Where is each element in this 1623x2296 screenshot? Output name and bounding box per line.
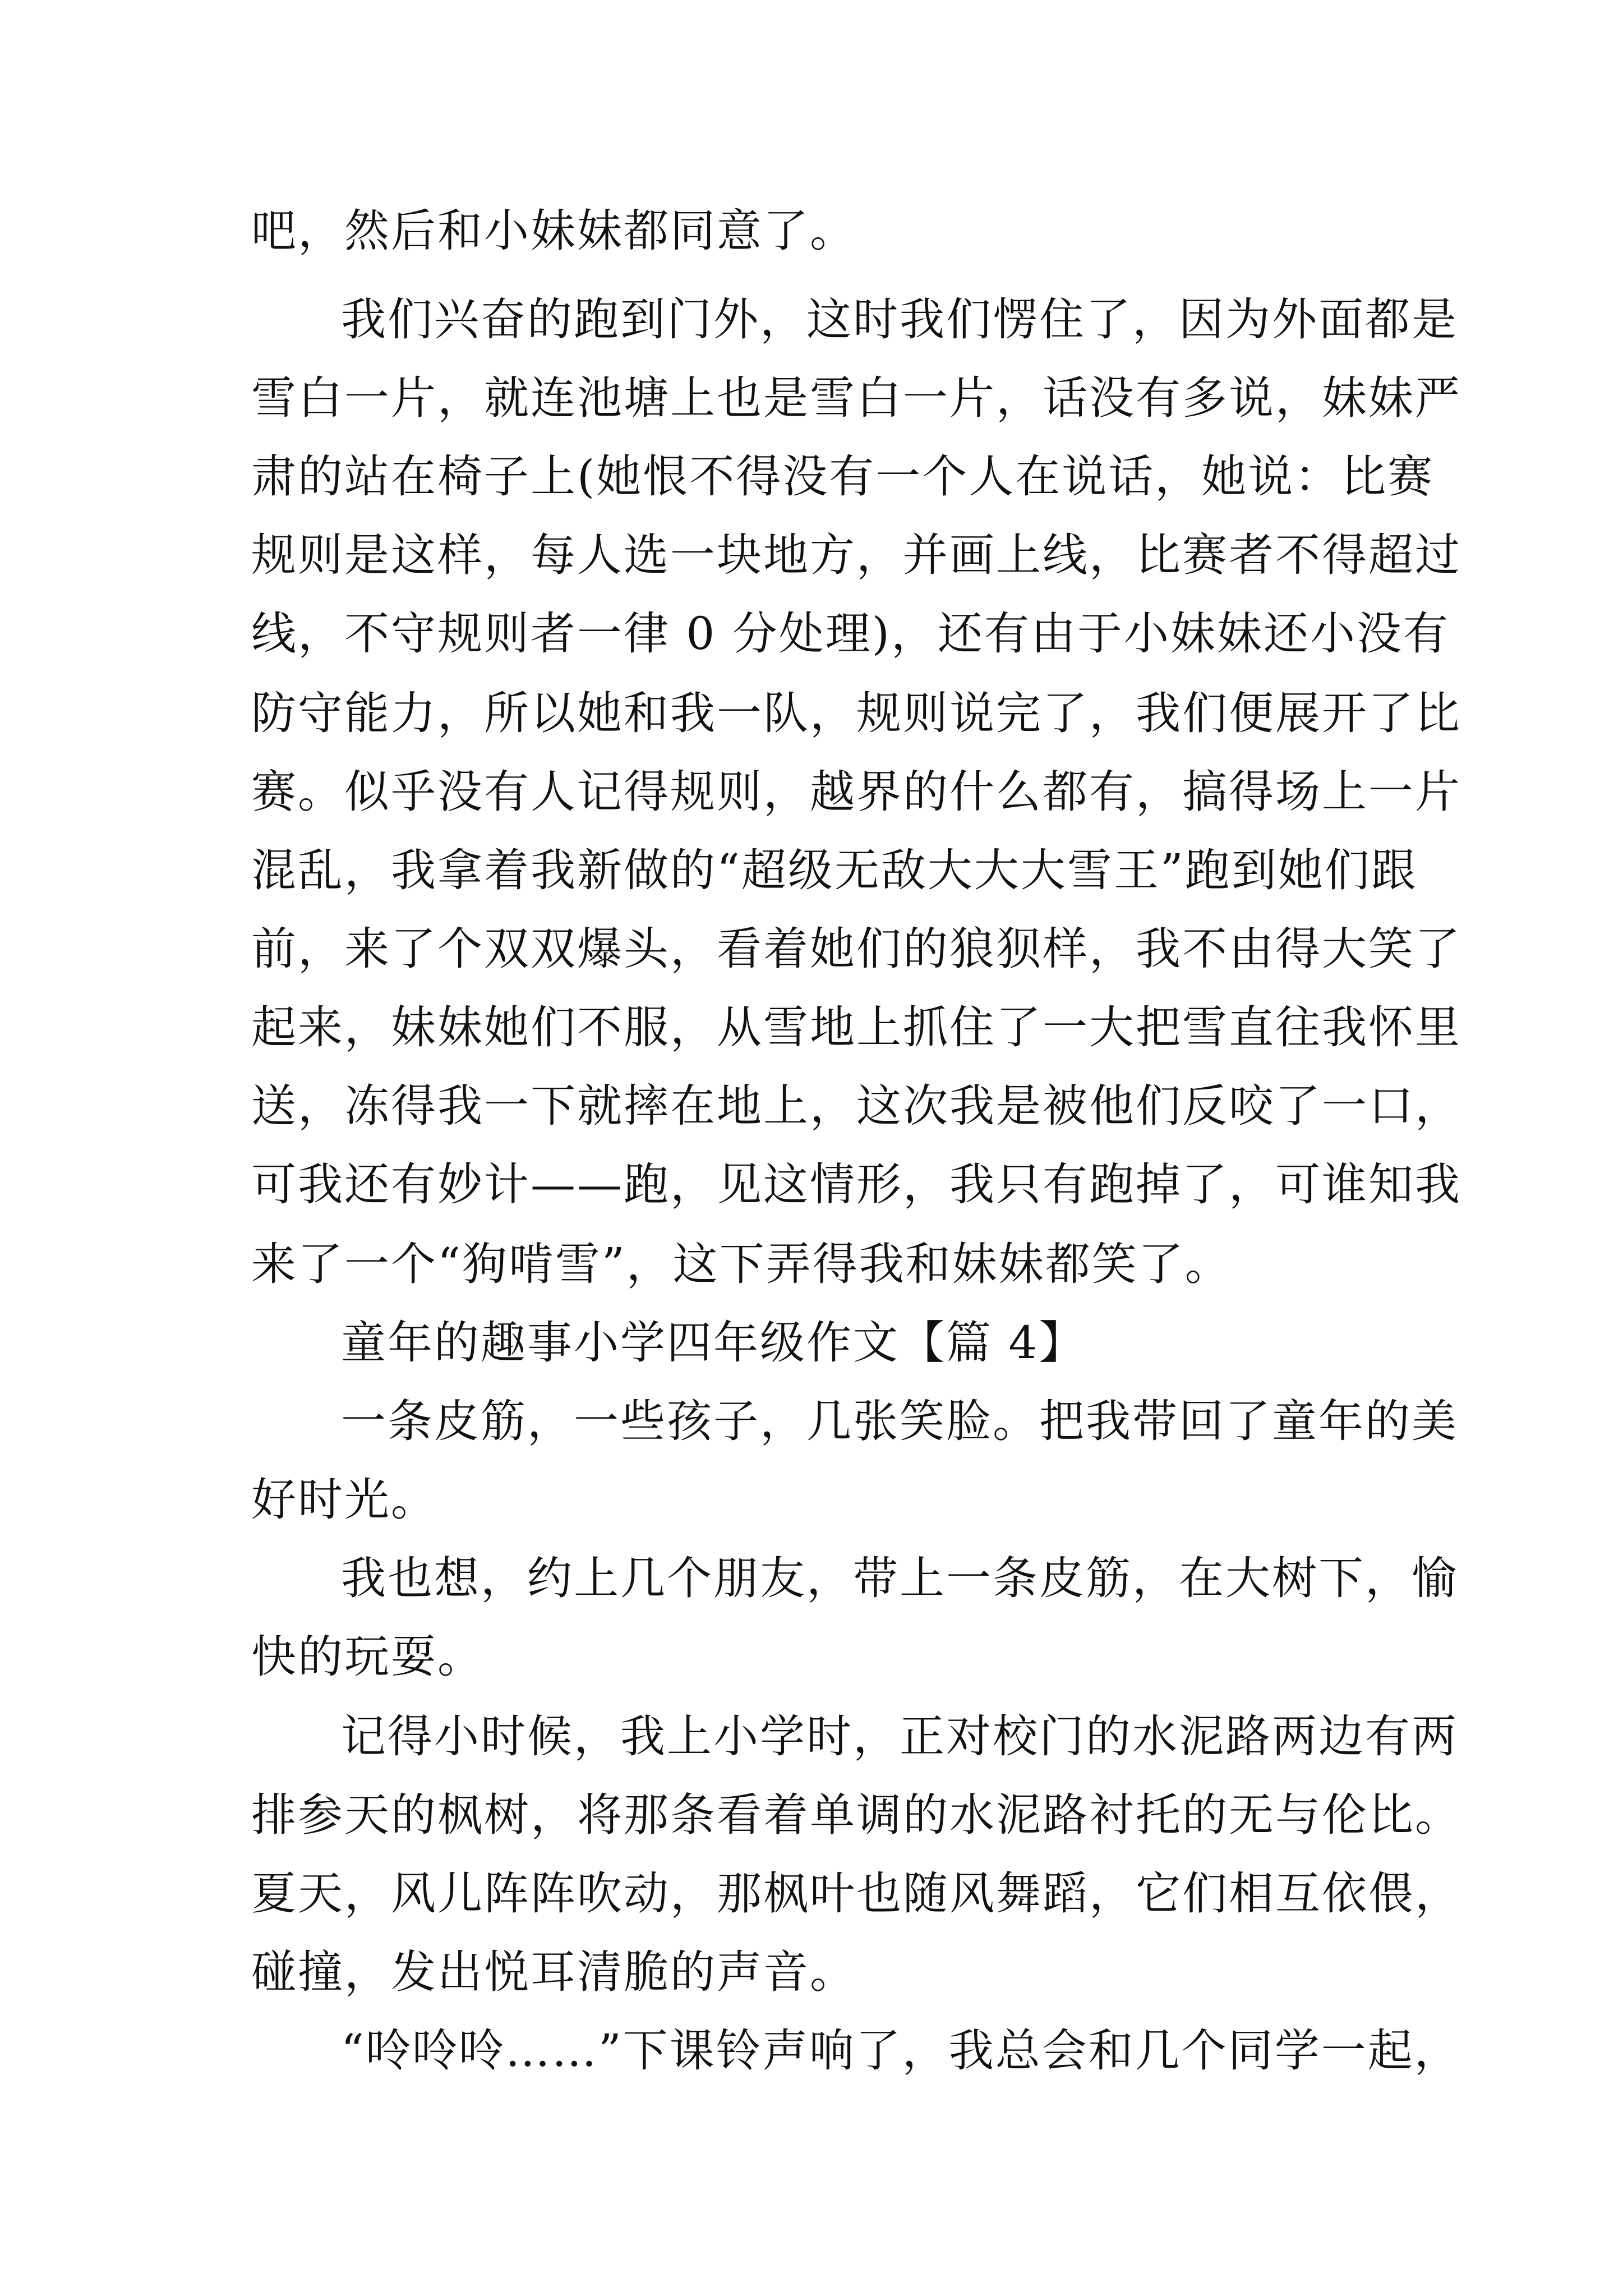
text-line: 夏天，风儿阵阵吹动，那枫叶也随风舞蹈，它们相互依偎， (251, 1867, 1461, 1920)
text-line: 线，不守规则者一律 0 分处理)，还有由于小妹妹还小没有 (251, 608, 1450, 660)
text-line: 送，冻得我一下就摔在地上，这次我是被他们反咬了一口， (251, 1080, 1461, 1132)
text-line: 赛。似乎没有人记得规则，越界的什么都有，搞得场上一片 (251, 766, 1461, 818)
section-heading: 童年的趣事小学四年级作文【篇 4】 (341, 1317, 1086, 1369)
text-line: 前，来了个双双爆头，看着她们的狼狈样，我不由得大笑了 (251, 923, 1461, 975)
text-line: 防守能力，所以她和我一队，规则说完了，我们便展开了比 (251, 687, 1461, 739)
text-line: 肃的站在椅子上(她恨不得没有一个人在说话，她说：比赛 (251, 450, 1435, 503)
text-line: 碰撞，发出悦耳清脆的声音。 (251, 1946, 856, 1998)
paragraph-start-line: 我们兴奋的跑到门外，这时我们愣住了，因为外面都是 (341, 293, 1458, 346)
text-line: 吧，然后和小妹妹都同意了。 (251, 205, 856, 257)
text-line: 来了一个“狗啃雪”，这下弄得我和妹妹都笑了。 (251, 1238, 1232, 1290)
text-line: 排参天的枫树，将那条看着单调的水泥路衬托的无与伦比。 (251, 1789, 1461, 1841)
text-line: 起来，妹妹她们不服，从雪地上抓住了一大把雪直往我怀里 (251, 1001, 1461, 1053)
text-line: 雪白一片，就连池塘上也是雪白一片，话没有多说，妹妹严 (251, 372, 1461, 424)
paragraph-start-line: 我也想，约上几个朋友，带上一条皮筋，在大树下，愉 (341, 1552, 1458, 1604)
text-line: 快的玩耍。 (251, 1631, 484, 1683)
paragraph-start-line: 一条皮筋，一些孩子，几张笑脸。把我带回了童年的美 (341, 1395, 1458, 1447)
paragraph-start-line: “呤呤呤……”下课铃声响了，我总会和几个同学一起， (341, 2024, 1461, 2077)
text-line: 可我还有妙计——跑，见这情形，我只有跑掉了，可谁知我 (251, 1158, 1461, 1211)
paragraph-start-line: 记得小时候，我上小学时，正对校门的水泥路两边有两 (341, 1710, 1458, 1763)
text-line: 好时光。 (251, 1474, 437, 1526)
text-line: 混乱，我拿着我新做的“超级无敌大大大雪王”跑到她们跟 (251, 844, 1418, 896)
text-line: 规则是这样，每人选一块地方，并画上线，比赛者不得超过 (251, 529, 1461, 581)
